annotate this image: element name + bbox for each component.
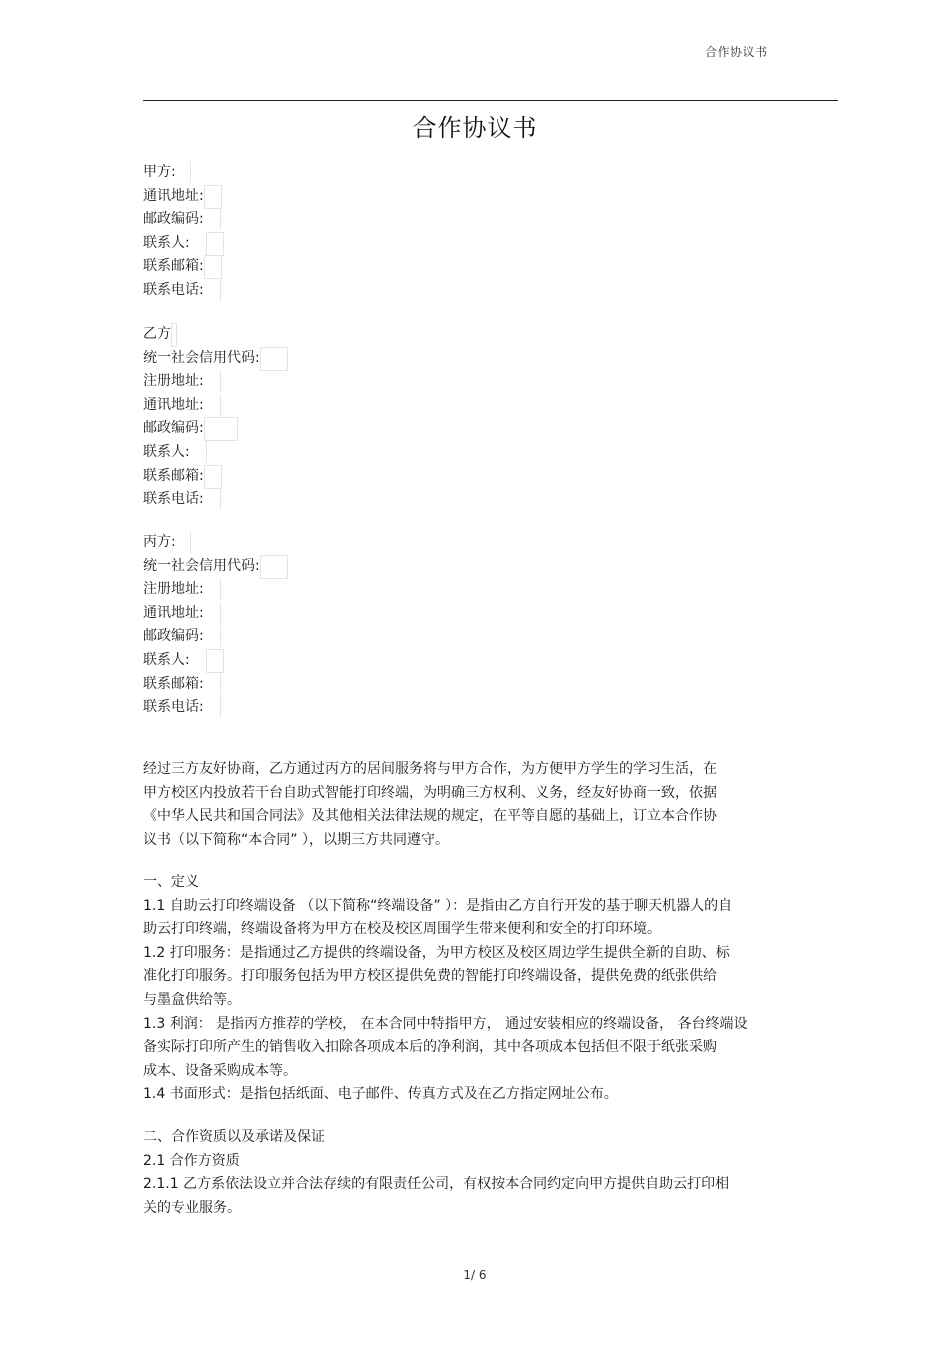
field-label: 丙方: [143, 534, 176, 550]
text-line: 与墨盒供给等。 [143, 991, 241, 1008]
field-label: 联系人: [143, 443, 190, 460]
blank-line [220, 673, 221, 695]
field-label: 注册地址: [143, 373, 204, 390]
blank-line [220, 488, 221, 510]
text-line: 议书（以下简称“本合同” ），以期三方共同遵守。 [143, 831, 449, 848]
party-a-postcode-field [143, 208, 224, 232]
field-label: 联系电话: [143, 281, 204, 298]
page-number: 1/ 6 [463, 1268, 487, 1282]
party-a-address-field [143, 185, 224, 209]
text-line: 备实际打印所产生的销售收入扣除各项成本后的净利润，其中各项成本包括但不限于纸张采购 [143, 1039, 717, 1056]
section-definitions [143, 871, 843, 1107]
blank-line [220, 208, 221, 230]
section-heading: 二、合作资质以及承诺及保证 [143, 1129, 325, 1145]
blank-line [204, 185, 222, 209]
field-label: 联系邮箱: [143, 258, 204, 275]
blank-line [220, 578, 221, 600]
blank-line [260, 347, 288, 371]
party-c-name-field [143, 531, 288, 555]
section-qualifications [143, 1126, 843, 1220]
document-title: 合作协议书 [412, 114, 538, 142]
text-line: 1.3 利润： 是指丙方推荐的学校， 在本合同中特指甲方， 通过安装相应的终端设备， 各台终端设 [143, 1015, 748, 1032]
text-line: 1.2 打印服务：是指通过乙方提供的终端设备，为甲方校区及校区周边学生提供全新的自助、标 [143, 944, 730, 961]
blank-line [220, 602, 221, 624]
field-label: 注册地址: [143, 581, 204, 598]
field-label: 联系电话: [143, 699, 204, 716]
party-c-credit-code-field [143, 555, 288, 579]
blank-line [206, 232, 224, 256]
field-label: 通讯地址: [143, 396, 204, 413]
party-a-contact-field [143, 232, 224, 256]
field-label: 邮政编码: [143, 628, 204, 645]
party-b-postcode-field [143, 417, 288, 441]
blank-line [220, 625, 221, 647]
party-b-phone-field [143, 488, 288, 512]
blank-line [260, 555, 288, 579]
party-b-block [143, 323, 288, 512]
text-line: 准化打印服务。打印服务包括为甲方校区提供免费的智能打印终端设备，提供免费的纸张供给 [143, 968, 717, 985]
party-c-phone-field [143, 696, 288, 720]
text-line: 成本、设备采购成本等。 [143, 1062, 297, 1079]
header-rule [143, 100, 838, 101]
text-line: 1.4 书面形式：是指包括纸面、电子邮件、传真方式及在乙方指定网址公布。 [143, 1086, 618, 1103]
field-label: 联系邮箱: [143, 467, 204, 484]
blank-line [206, 441, 207, 463]
text-line: 甲方校区内投放若干台自助式智能打印终端，为明确三方权利、义务，经友好协商一致，依据 [143, 784, 717, 801]
party-b-address-field [143, 394, 288, 418]
blank-line [206, 649, 224, 673]
text-line: 经过三方友好协商，乙方通过丙方的居间服务将与甲方合作，为方便甲方学生的学习生活，在 [143, 761, 717, 777]
field-label: 联系人: [143, 234, 190, 251]
field-label: 联系电话: [143, 491, 204, 508]
blank-line [220, 394, 221, 416]
blank-line [204, 417, 238, 441]
field-label: 通讯地址: [143, 604, 204, 621]
text-line: 2.1 合作方资质 [143, 1152, 240, 1169]
party-b-contact-field [143, 441, 288, 465]
field-label: 联系邮箱: [143, 675, 204, 692]
field-label: 邮政编码: [143, 211, 204, 228]
party-c-postcode-field [143, 625, 288, 649]
blank-line [204, 465, 222, 489]
party-a-name-field [143, 161, 224, 185]
text-line: 关的专业服务。 [143, 1199, 241, 1216]
text-line: 2.1.1 乙方系依法设立并合法存续的有限责任公司，有权按本合同约定向甲方提供自助云打印相 [143, 1176, 730, 1193]
field-label: 乙方 [143, 326, 171, 342]
party-c-reg-address-field [143, 578, 288, 602]
party-b-reg-address-field [143, 370, 288, 394]
party-b-credit-code-field [143, 347, 288, 371]
text-line: 《中华人民共和国合同法》及其他相关法律法规的规定，在平等自愿的基础上，订立本合作协 [143, 808, 717, 825]
party-b-name-field [143, 323, 288, 347]
party-a-email-field [143, 255, 224, 279]
blank-line [220, 696, 221, 718]
field-label: 统一社会信用代码: [143, 557, 260, 574]
blank-line [220, 279, 221, 301]
text-line: 助云打印终端，终端设备将为甲方在校及校区周围学生带来便利和安全的打印环境。 [143, 921, 661, 938]
blank-line [190, 161, 191, 183]
party-b-email-field [143, 465, 288, 489]
field-label: 甲方: [143, 164, 176, 180]
intro-paragraph [143, 758, 843, 852]
party-a-block [143, 161, 224, 303]
blank-line [171, 323, 177, 347]
blank-line [204, 255, 222, 279]
field-label: 通讯地址: [143, 187, 204, 204]
party-c-contact-field [143, 649, 288, 673]
party-c-block [143, 531, 288, 720]
field-label: 统一社会信用代码: [143, 349, 260, 366]
blank-line [190, 531, 191, 553]
party-c-address-field [143, 602, 288, 626]
party-a-phone-field [143, 279, 224, 303]
blank-line [220, 370, 221, 392]
party-c-email-field [143, 673, 288, 697]
running-header: 合作协议书 [705, 45, 768, 59]
text-line: 1.1 自助云打印终端设备 （以下简称“终端设备” ）：是指由乙方自行开发的基于聊天机器人的自 [143, 897, 733, 914]
section-heading: 一、定义 [143, 874, 199, 890]
field-label: 联系人: [143, 651, 190, 668]
field-label: 邮政编码: [143, 420, 204, 437]
